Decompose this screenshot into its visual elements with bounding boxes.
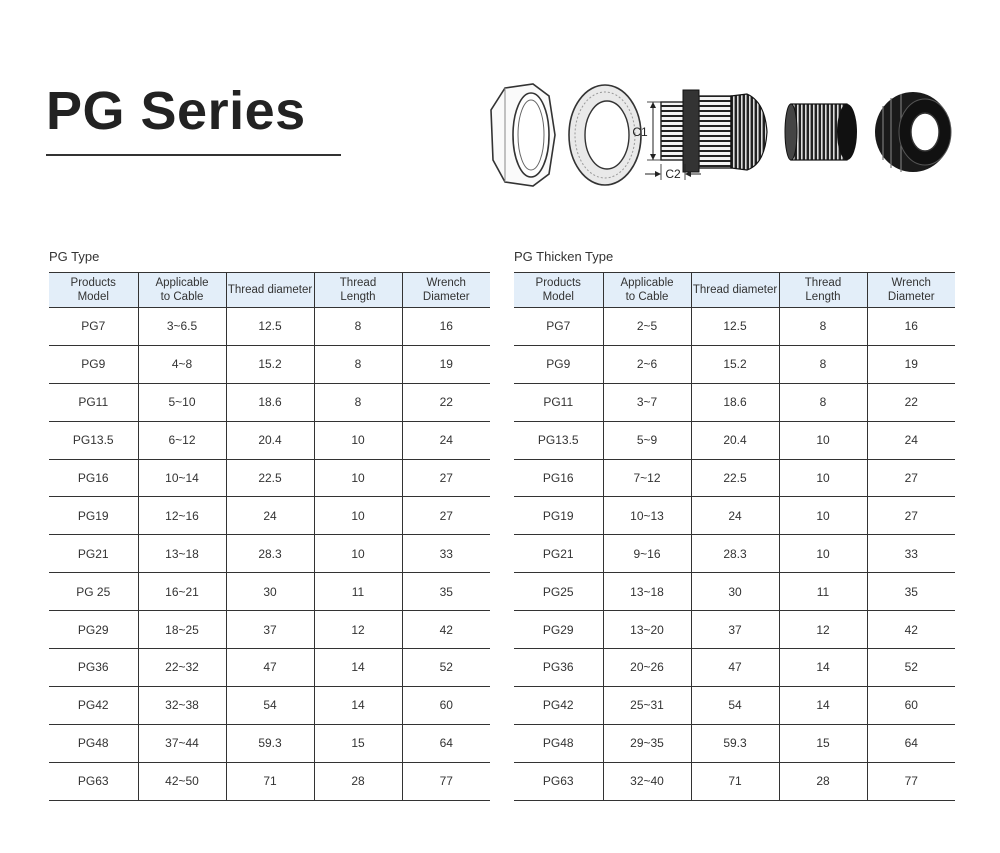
column-header: Thread Length [314, 273, 402, 308]
title-underline [46, 154, 341, 156]
table-cell: 37 [691, 611, 779, 649]
table-cell: PG9 [514, 345, 603, 383]
table-cell: 64 [402, 724, 490, 762]
table-cell: 8 [314, 308, 402, 346]
table-cell: 71 [691, 762, 779, 800]
table-cell: 37~44 [138, 724, 226, 762]
table-caption: PG Type [49, 249, 100, 264]
column-header: Thread diameter [691, 273, 779, 308]
table-caption: PG Thicken Type [514, 249, 614, 264]
table-cell: PG21 [514, 535, 603, 573]
table-cell: 35 [402, 573, 490, 611]
table-cell: 10 [314, 459, 402, 497]
table-row [49, 762, 490, 800]
pg-type-table [49, 272, 490, 801]
table-cell: PG63 [49, 762, 138, 800]
table-cell: 64 [867, 724, 955, 762]
table-cell: 77 [402, 762, 490, 800]
table-cell: 22 [867, 383, 955, 421]
table-cell: 24 [226, 497, 314, 535]
table-cell: 30 [226, 573, 314, 611]
table-cell: 54 [691, 686, 779, 724]
table-cell: 14 [314, 649, 402, 687]
table-cell: 24 [691, 497, 779, 535]
column-header: Wrench Diameter [867, 273, 955, 308]
table-cell: 12 [779, 611, 867, 649]
column-header: Thread diameter [226, 273, 314, 308]
pg-thicken-type-table-block [514, 250, 955, 801]
table-cell: 5~10 [138, 383, 226, 421]
cable-gland-parts-illustration [485, 80, 965, 190]
table-cell: PG13.5 [49, 421, 138, 459]
table-cell: 37 [226, 611, 314, 649]
table-cell: 10 [314, 421, 402, 459]
table-cell: 52 [867, 649, 955, 687]
table-row [514, 649, 955, 687]
table-row [514, 497, 955, 535]
table-cell: 8 [314, 345, 402, 383]
table-cell: PG42 [49, 686, 138, 724]
table-cell: 60 [402, 686, 490, 724]
table-cell: 42~50 [138, 762, 226, 800]
table-cell: 6~12 [138, 421, 226, 459]
table-cell: 24 [402, 421, 490, 459]
table-cell: PG29 [49, 611, 138, 649]
table-cell: PG11 [49, 383, 138, 421]
table-cell: 12 [314, 611, 402, 649]
table-cell: 20.4 [691, 421, 779, 459]
table-cell: 28.3 [226, 535, 314, 573]
table-cell: 60 [867, 686, 955, 724]
table-cell: 10 [779, 459, 867, 497]
table-cell: 47 [691, 649, 779, 687]
table-cell: PG29 [514, 611, 603, 649]
table-cell: 15 [314, 724, 402, 762]
table-row [514, 535, 955, 573]
table-row [514, 573, 955, 611]
table-cell: 30 [691, 573, 779, 611]
table-cell: 13~18 [138, 535, 226, 573]
table-row [49, 459, 490, 497]
table-cell: 19 [867, 345, 955, 383]
table-cell: 7~12 [603, 459, 691, 497]
table-row [514, 459, 955, 497]
table-cell: 10 [779, 421, 867, 459]
table-cell: 20.4 [226, 421, 314, 459]
table-cell: 22 [402, 383, 490, 421]
table-cell: PG13.5 [514, 421, 603, 459]
table-cell: 13~18 [603, 573, 691, 611]
table-cell: 10 [314, 535, 402, 573]
table-cell: 27 [867, 459, 955, 497]
column-header: Wrench Diameter [402, 273, 490, 308]
table-cell: 54 [226, 686, 314, 724]
pg-type-table-block [49, 250, 490, 801]
table-cell: PG19 [514, 497, 603, 535]
table-cell: PG36 [49, 649, 138, 687]
table-cell: 18~25 [138, 611, 226, 649]
table-cell: 27 [402, 497, 490, 535]
table-cell: 19 [402, 345, 490, 383]
table-cell: PG19 [49, 497, 138, 535]
sealing-insert-icon [785, 104, 857, 160]
table-row [49, 383, 490, 421]
table-cell: 22~32 [138, 649, 226, 687]
table-cell: 14 [779, 686, 867, 724]
table-cell: 28.3 [691, 535, 779, 573]
table-cell: 12.5 [691, 308, 779, 346]
table-row [514, 383, 955, 421]
table-cell: 3~7 [603, 383, 691, 421]
table-cell: 11 [779, 573, 867, 611]
table-cell: 32~40 [603, 762, 691, 800]
table-cell: PG48 [49, 724, 138, 762]
table-row [49, 421, 490, 459]
table-cell: 71 [226, 762, 314, 800]
c1-label: C1 [632, 125, 648, 139]
column-header: Products Model [49, 273, 138, 308]
table-cell: 16~21 [138, 573, 226, 611]
table-cell: PG25 [514, 573, 603, 611]
cap-nut-icon [875, 92, 951, 172]
table-row [514, 724, 955, 762]
column-header: Applicable to Cable [138, 273, 226, 308]
table-cell: 28 [314, 762, 402, 800]
table-cell: 8 [779, 308, 867, 346]
table-row [49, 497, 490, 535]
table-cell: 11 [314, 573, 402, 611]
table-cell: 10 [779, 497, 867, 535]
table-row [514, 421, 955, 459]
table-cell: 42 [402, 611, 490, 649]
table-header-row [49, 273, 490, 308]
table-cell: PG21 [49, 535, 138, 573]
table-cell: 77 [867, 762, 955, 800]
table-row [49, 611, 490, 649]
table-cell: 10 [314, 497, 402, 535]
table-cell: PG36 [514, 649, 603, 687]
table-cell: 2~5 [603, 308, 691, 346]
table-cell: 18.6 [226, 383, 314, 421]
table-cell: 15 [779, 724, 867, 762]
table-cell: 12.5 [226, 308, 314, 346]
table-cell: 10~13 [603, 497, 691, 535]
table-row [49, 308, 490, 346]
page-title: PG Series [46, 81, 306, 141]
table-cell: PG42 [514, 686, 603, 724]
table-cell: 25~31 [603, 686, 691, 724]
column-header: Thread Length [779, 273, 867, 308]
table-cell: 18.6 [691, 383, 779, 421]
table-cell: PG11 [514, 383, 603, 421]
table-cell: 16 [402, 308, 490, 346]
table-cell: PG7 [514, 308, 603, 346]
table-cell: 42 [867, 611, 955, 649]
table-cell: PG7 [49, 308, 138, 346]
column-header: Products Model [514, 273, 603, 308]
lock-nut-icon [491, 84, 555, 186]
table-cell: 24 [867, 421, 955, 459]
table-header-row [514, 273, 955, 308]
table-cell: 3~6.5 [138, 308, 226, 346]
table-cell: 28 [779, 762, 867, 800]
table-row [49, 535, 490, 573]
table-cell: 33 [402, 535, 490, 573]
table-cell: PG16 [514, 459, 603, 497]
c2-label: C2 [665, 167, 681, 181]
table-cell: 29~35 [603, 724, 691, 762]
table-cell: 8 [779, 383, 867, 421]
table-cell: 32~38 [138, 686, 226, 724]
table-cell: 47 [226, 649, 314, 687]
table-cell: 10 [779, 535, 867, 573]
table-cell: 22.5 [226, 459, 314, 497]
table-cell: 27 [402, 459, 490, 497]
table-row [514, 611, 955, 649]
table-cell: PG48 [514, 724, 603, 762]
table-cell: 16 [867, 308, 955, 346]
table-cell: 33 [867, 535, 955, 573]
table-row [514, 762, 955, 800]
pg-thicken-type-table [514, 272, 955, 801]
table-cell: 15.2 [226, 345, 314, 383]
table-cell: PG16 [49, 459, 138, 497]
table-cell: 14 [779, 649, 867, 687]
table-row [514, 308, 955, 346]
table-cell: 59.3 [226, 724, 314, 762]
table-cell: 5~9 [603, 421, 691, 459]
table-cell: 8 [779, 345, 867, 383]
table-cell: 12~16 [138, 497, 226, 535]
table-cell: 35 [867, 573, 955, 611]
table-cell: 27 [867, 497, 955, 535]
table-cell: PG 25 [49, 573, 138, 611]
table-cell: 59.3 [691, 724, 779, 762]
table-cell: 15.2 [691, 345, 779, 383]
table-cell: 14 [314, 686, 402, 724]
table-cell: 4~8 [138, 345, 226, 383]
table-cell: 9~16 [603, 535, 691, 573]
table-cell: PG63 [514, 762, 603, 800]
table-row [514, 345, 955, 383]
sealing-washer-icon [569, 85, 641, 185]
table-cell: 52 [402, 649, 490, 687]
table-cell: 8 [314, 383, 402, 421]
table-cell: PG9 [49, 345, 138, 383]
table-row [49, 573, 490, 611]
gland-body-icon [661, 90, 767, 172]
table-row [49, 345, 490, 383]
table-row [49, 724, 490, 762]
column-header: Applicable to Cable [603, 273, 691, 308]
table-cell: 2~6 [603, 345, 691, 383]
table-row [49, 686, 490, 724]
table-cell: 20~26 [603, 649, 691, 687]
table-cell: 22.5 [691, 459, 779, 497]
table-row [49, 649, 490, 687]
table-cell: 10~14 [138, 459, 226, 497]
table-cell: 13~20 [603, 611, 691, 649]
table-row [514, 686, 955, 724]
